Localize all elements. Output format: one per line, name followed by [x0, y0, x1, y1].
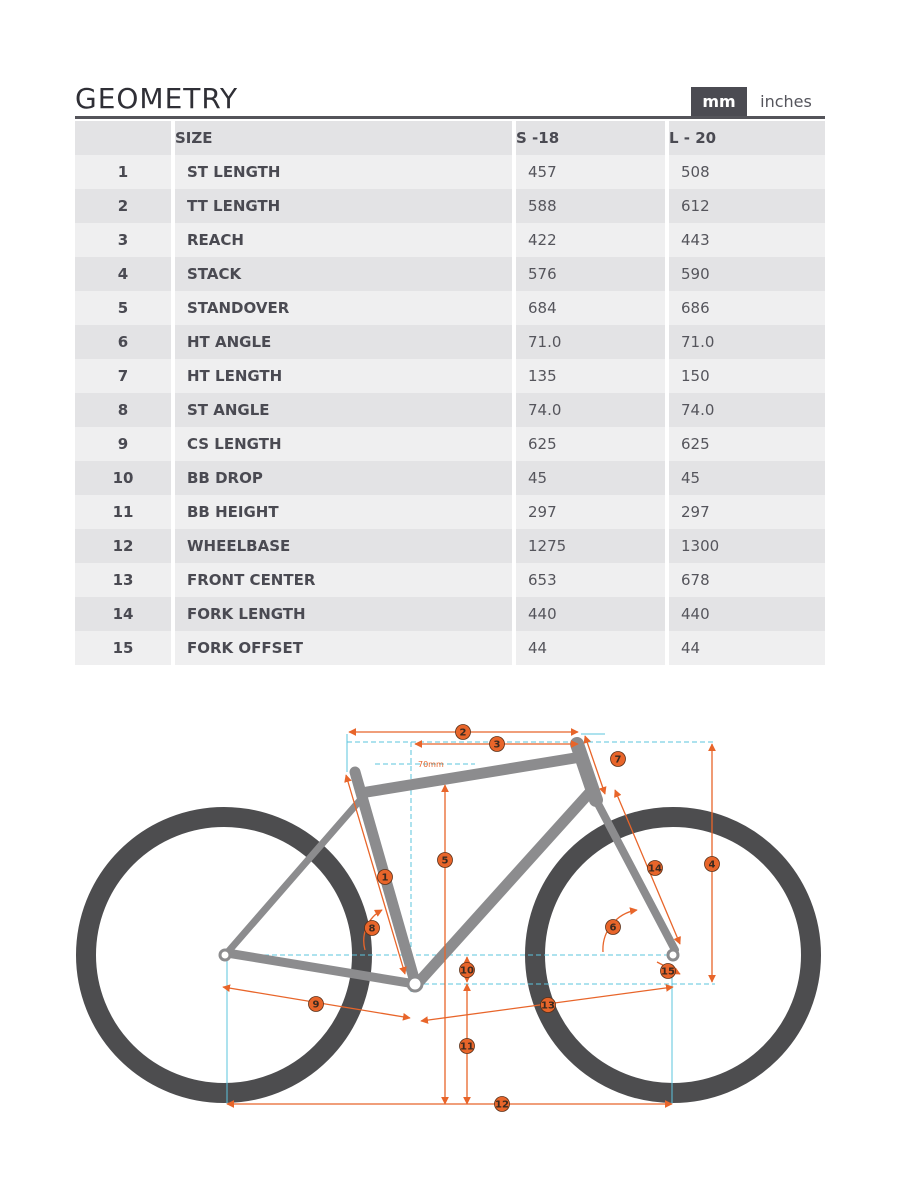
row-measurement-name: BB HEIGHT: [173, 495, 514, 529]
row-number: 2: [75, 189, 173, 223]
row-measurement-name: FRONT CENTER: [173, 563, 514, 597]
column-header-size-l: L - 20: [667, 121, 825, 155]
row-value-size-l: 678: [667, 563, 825, 597]
page-title: GEOMETRY: [75, 82, 239, 115]
bike-geometry-diagram: [75, 712, 835, 1122]
marker-number: 10: [460, 965, 474, 977]
dimension-marker-1: [378, 870, 393, 885]
chain-stay: [227, 953, 415, 984]
marker-number: 7: [614, 754, 622, 766]
row-number: 8: [75, 393, 173, 427]
row-measurement-name: CS LENGTH: [173, 427, 514, 461]
marker-number: 9: [312, 999, 320, 1011]
column-header-number: [75, 121, 173, 155]
dimension-marker-14: [648, 861, 663, 876]
table-row: [75, 359, 825, 393]
row-value-size-s: 71.0: [514, 325, 667, 359]
table-row: [75, 155, 825, 189]
row-number: 1: [75, 155, 173, 189]
row-measurement-name: FORK OFFSET: [173, 631, 514, 665]
row-number: 5: [75, 291, 173, 325]
dimension-marker-7: [611, 752, 626, 767]
head-tube: [577, 744, 596, 800]
row-number: 3: [75, 223, 173, 257]
row-measurement-name: HT LENGTH: [173, 359, 514, 393]
row-measurement-name: REACH: [173, 223, 514, 257]
marker-number: 4: [708, 859, 716, 871]
table-row: [75, 461, 825, 495]
row-measurement-name: ST ANGLE: [173, 393, 514, 427]
row-value-size-l: 297: [667, 495, 825, 529]
row-number: 10: [75, 461, 173, 495]
row-value-size-l: 440: [667, 597, 825, 631]
row-number: 4: [75, 257, 173, 291]
row-measurement-name: ST LENGTH: [173, 155, 514, 189]
row-measurement-name: STACK: [173, 257, 514, 291]
guide-lines-solid: [227, 734, 672, 1104]
dimension-marker-10: [460, 963, 475, 978]
row-value-size-s: 653: [514, 563, 667, 597]
row-number: 6: [75, 325, 173, 359]
row-number: 13: [75, 563, 173, 597]
marker-number: 11: [460, 1041, 474, 1053]
row-measurement-name: TT LENGTH: [173, 189, 514, 223]
geometry-header: [75, 80, 825, 118]
row-value-size-l: 1300: [667, 529, 825, 563]
row-value-size-s: 74.0: [514, 393, 667, 427]
bike-geometry-svg: [75, 712, 835, 1122]
row-measurement-name: FORK LENGTH: [173, 597, 514, 631]
top-tube: [367, 757, 581, 792]
row-measurement-name: HT ANGLE: [173, 325, 514, 359]
marker-number: 6: [609, 922, 617, 934]
dimension-marker-8: [365, 921, 380, 936]
column-header-size-s: S -18: [514, 121, 667, 155]
row-value-size-l: 74.0: [667, 393, 825, 427]
row-value-size-l: 508: [667, 155, 825, 189]
bottom-bracket: [408, 977, 422, 991]
marker-number: 5: [441, 855, 449, 867]
table-row: [75, 427, 825, 461]
marker-number: 2: [459, 727, 467, 739]
rear-axle: [220, 950, 230, 960]
unit-mm-button[interactable]: mm: [691, 87, 747, 117]
row-value-size-s: 1275: [514, 529, 667, 563]
row-value-size-s: 684: [514, 291, 667, 325]
table-row: [75, 563, 825, 597]
row-value-size-l: 71.0: [667, 325, 825, 359]
row-number: 12: [75, 529, 173, 563]
table-row: [75, 257, 825, 291]
table-row: [75, 597, 825, 631]
row-value-size-l: 612: [667, 189, 825, 223]
row-value-size-s: 297: [514, 495, 667, 529]
dimension-marker-2: [456, 725, 471, 740]
row-value-size-l: 686: [667, 291, 825, 325]
row-number: 14: [75, 597, 173, 631]
dimension-marker-11: [460, 1039, 475, 1054]
row-value-size-l: 590: [667, 257, 825, 291]
row-number: 15: [75, 631, 173, 665]
seat-tube-offset-label: 70mm: [418, 760, 444, 769]
dimension-marker-15: [661, 964, 676, 979]
dimension-marker-4: [705, 857, 720, 872]
row-value-size-s: 457: [514, 155, 667, 189]
table-row: [75, 631, 825, 665]
geometry-table: [75, 121, 825, 665]
row-number: 7: [75, 359, 173, 393]
row-value-size-s: 422: [514, 223, 667, 257]
row-value-size-l: 443: [667, 223, 825, 257]
marker-number: 13: [541, 1000, 555, 1012]
table-row: [75, 529, 825, 563]
table-row: [75, 291, 825, 325]
unit-toggle[interactable]: [691, 87, 825, 117]
row-value-size-l: 150: [667, 359, 825, 393]
dimension-marker-3: [490, 737, 505, 752]
marker-number: 15: [661, 966, 675, 978]
row-value-size-s: 588: [514, 189, 667, 223]
column-header-size: SIZE: [173, 121, 514, 155]
row-value-size-s: 440: [514, 597, 667, 631]
row-value-size-s: 576: [514, 257, 667, 291]
row-number: 11: [75, 495, 173, 529]
row-number: 9: [75, 427, 173, 461]
row-measurement-name: BB DROP: [173, 461, 514, 495]
marker-number: 14: [648, 863, 662, 875]
row-measurement-name: STANDOVER: [173, 291, 514, 325]
dimension-marker-12: [495, 1097, 510, 1112]
row-value-size-s: 135: [514, 359, 667, 393]
dimension-marker-9: [309, 997, 324, 1012]
marker-number: 1: [381, 872, 389, 884]
table-row: [75, 325, 825, 359]
row-value-size-s: 625: [514, 427, 667, 461]
row-value-size-s: 44: [514, 631, 667, 665]
marker-number: 3: [493, 739, 501, 751]
table-row: [75, 393, 825, 427]
table-row: [75, 223, 825, 257]
header-divider: [75, 116, 825, 119]
row-value-size-l: 45: [667, 461, 825, 495]
front-axle: [668, 950, 678, 960]
marker-number: 12: [495, 1099, 509, 1111]
marker-number: 8: [368, 923, 376, 935]
table-header-row: [75, 121, 825, 155]
row-value-size-l: 44: [667, 631, 825, 665]
unit-inches-button[interactable]: inches: [760, 92, 812, 111]
row-measurement-name: WHEELBASE: [173, 529, 514, 563]
table-row: [75, 495, 825, 529]
row-value-size-s: 45: [514, 461, 667, 495]
dimension-marker-13: [541, 998, 556, 1013]
row-value-size-l: 625: [667, 427, 825, 461]
dimension-marker-6: [606, 920, 621, 935]
table-row: [75, 189, 825, 223]
dimension-marker-5: [438, 853, 453, 868]
